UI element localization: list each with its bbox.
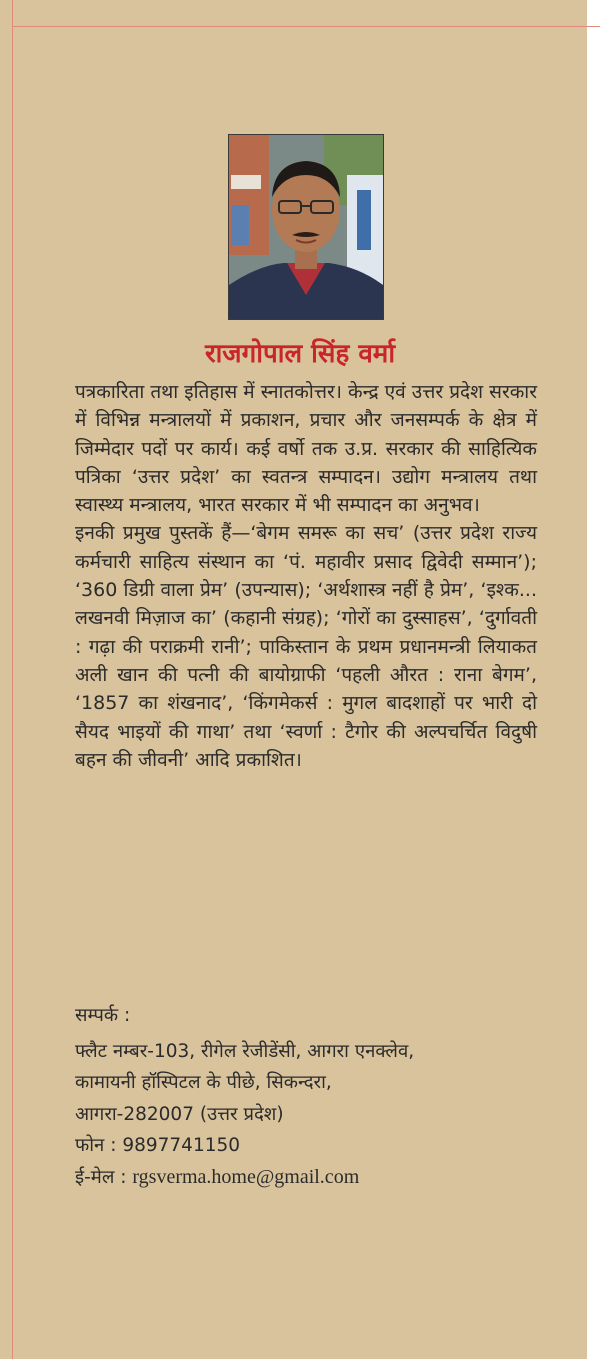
address-line: आगरा-282007 (उत्तर प्रदेश) — [75, 1103, 284, 1125]
address-line: फ्लैट नम्बर-103, रीगेल रेजीडेंसी, आगरा एनक्लेव, — [75, 1040, 415, 1062]
bio-paragraph-career: पत्रकारिता तथा इतिहास में स्नातकोत्तर। केन्द्र एवं उत्तर प्रदेश सरकार में विभिन्न मन्त्रालयों में प्रकाशन, प्रचार और जनसम्पर्क के क्षेत्र में जिम्मेदार पदों पर कार्य। कई वर्षो तक उ.प्र. सरकार की साहित्यिक पत्रिका ‘उत्तर प्रदेश’ का स्वतन्त्र सम्पादन। उद्योग मन्त्रालय तथा स्वास्थ्य मन्त्रालय, भारत सरकार में भी सम्पादन का अनुभव। — [75, 381, 537, 517]
author-name: राजगोपाल सिंह वर्मा — [204, 339, 396, 369]
trim-line-top — [12, 26, 600, 27]
email-line — [75, 1162, 545, 1194]
contact-block — [75, 1000, 545, 1193]
author-bio — [75, 378, 537, 774]
phone-label: फोन : — [75, 1135, 123, 1156]
phone-number: 9897741150 — [122, 1135, 241, 1156]
author-photo — [228, 134, 384, 320]
email-address: rgsverma.home@gmail.com — [132, 1165, 360, 1188]
trim-line-left — [12, 0, 13, 1359]
address-line: कामायनी हॉस्पिटल के पीछे, सिकन्दरा, — [75, 1072, 332, 1093]
email-label: ई-मेल : — [75, 1166, 133, 1188]
contact-heading: सम्पर्क : — [75, 1005, 131, 1026]
bio-paragraph-books: इनकी प्रमुख पुस्तकें हैं—‘बेगम समरू का सच’ (उत्तर प्रदेश राज्य कर्मचारी साहित्य संस्थान का ‘पं. महावीर प्रसाद द्विवेदी सम्मान’); ‘360 डिग्री वाला प्रेम’ (उपन्यास); ‘अर्थशास्त्र नहीं है प्रेम’, ‘इश्क... लखनवी मिज़ाज का’ (कहानी संग्रह); ‘गोरों का दुस्साहस’, ‘दुर्गावती : गढ़ा की पराक्रमी रानी’; पाकिस्तान के प्रथम प्रधानमन्त्री लियाकत अली खान की पत्नी की बायोग्राफी ‘पहली औरत : राना बेगम’, ‘1857 का शंखनाद’, ‘किंगमेकर्स : मुगल बादशाहों पर भारी दो सैयद भाइयों की गाथा’ तथा ‘स्वर्णा : टैगोर की अल्पचर्चित विदुषी बहन की जीवनी’ आदि प्रकाशित। — [75, 522, 537, 771]
phone-line — [75, 1130, 545, 1162]
